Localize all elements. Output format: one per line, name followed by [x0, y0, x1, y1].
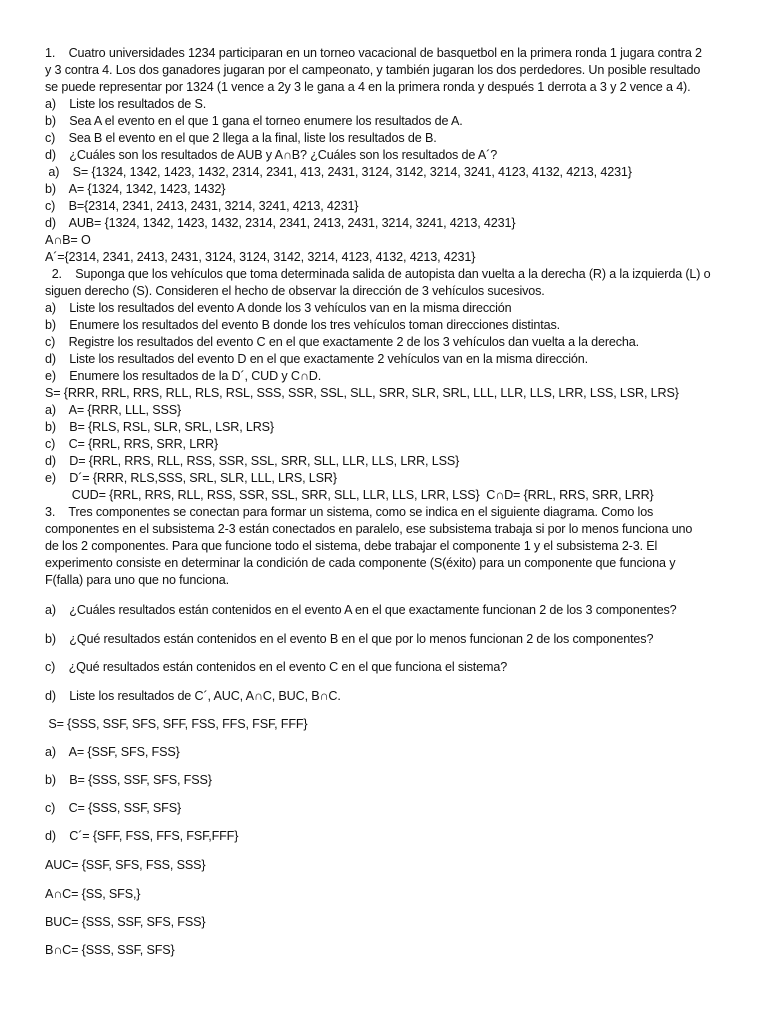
text-line: c) Sea B el evento en el que 2 llega a la final, liste los resultados de B. — [45, 131, 437, 145]
text-line: AUC= {SSF, SFS, FSS, SSS} — [45, 858, 206, 872]
text-line: d) C´= {SFF, FSS, FFS, FSF,FFF} — [45, 829, 239, 843]
text-line: a) Liste los resultados de S. — [45, 97, 207, 111]
text-line: A∩B= O — [45, 233, 91, 247]
text-line: a) A= {RRR, LLL, SSS} — [45, 403, 182, 417]
text-line: c) C= {RRL, RRS, SRR, LRR} — [45, 437, 219, 451]
text-line: 2. Suponga que los vehículos que toma determinada salida de autopista dan vuelta a la derecha (R) a la izquierda (L) o — [45, 267, 711, 281]
text-line: componentes en el subsistema 2-3 están conectados en paralelo, ese subsistema trabaja si por lo menos funciona uno — [45, 522, 693, 536]
text-line: b) B= {SSS, SSF, SFS, FSS} — [45, 773, 212, 787]
text-line: a) S= {1324, 1342, 1423, 1432, 2314, 2341, 413, 2431, 3124, 3142, 3214, 3241, 4123, 4132, 4213, 4231} — [45, 165, 632, 179]
text-line: 1. Cuatro universidades 1234 participaran en un torneo vacacional de basquetbol en la primera ronda 1 jugara contra 2 — [45, 46, 702, 60]
text-line: A∩C= {SS, SFS,} — [45, 887, 141, 901]
text-line: c) B={2314, 2341, 2413, 2431, 3214, 3241, 4213, 4231} — [45, 199, 359, 213]
text-line: CUD= {RRL, RRS, RLL, RSS, SSR, SSL, SRR, SLL, LLR, LLS, LRR, LSS} C∩D= {RRL, RRS, SRR, LRR} — [45, 488, 654, 502]
text-line: c) ¿Qué resultados están contenidos en el evento C en el que funciona el sistema? — [45, 660, 508, 674]
text-line: se puede representar por 1324 (1 vence a 2y 3 le gana a 4 en la primera ronda y después 1 derrota a 3 y 2 vence a 4). — [45, 80, 691, 94]
text-line: B∩C= {SSS, SSF, SFS} — [45, 943, 175, 957]
text-line: d) ¿Cuáles son los resultados de AUB y A∩B? ¿Cuáles son los resultados de A´? — [45, 148, 498, 162]
text-line: b) Sea A el evento en el que 1 gana el torneo enumere los resultados de A. — [45, 114, 463, 128]
text-line: d) Liste los resultados de C´, AUC, A∩C, BUC, B∩C. — [45, 689, 341, 703]
text-line: b) A= {1324, 1342, 1423, 1432} — [45, 182, 226, 196]
text-line: S= {RRR, RRL, RRS, RLL, RLS, RSL, SSS, SSR, SSL, SLL, SRR, SLR, SRL, LLL, LLR, LLS, LRR, LSS, LSR, LRS} — [45, 386, 679, 400]
text-line: d) AUB= {1324, 1342, 1423, 1432, 2314, 2341, 2413, 2431, 3214, 3241, 4213, 4231} — [45, 216, 516, 230]
text-line: e) D´= {RRR, RLS,SSS, SRL, SLR, LLL, LRS, LSR} — [45, 471, 337, 485]
text-line: b) Enumere los resultados del evento B donde los tres vehículos toman direcciones distintas. — [45, 318, 560, 332]
text-line: de los 2 componentes. Para que funcione todo el sistema, debe trabajar el componente 1 y el subsistema 2-3. El — [45, 539, 658, 553]
text-line: a) A= {SSF, SFS, FSS} — [45, 745, 180, 759]
text-line: y 3 contra 4. Los dos ganadores jugaran por el campeonato, y también jugaran los dos perdedores. Un posible resultado — [45, 63, 701, 77]
text-line: b) ¿Qué resultados están contenidos en el evento B en el que por lo menos funcionan 2 de los componentes? — [45, 632, 654, 646]
text-line: d) D= {RRL, RRS, RLL, RSS, SSR, SSL, SRR, SLL, LLR, LLS, LRR, LSS} — [45, 454, 460, 468]
text-line: a) ¿Cuáles resultados están contenidos en el evento A en el que exactamente funcionan 2 de los 3 componentes? — [45, 603, 677, 617]
text-line: 3. Tres componentes se conectan para formar un sistema, como se indica en el siguiente diagrama. Como los — [45, 505, 654, 519]
text-line: S= {SSS, SSF, SFS, SFF, FSS, FFS, FSF, FFF} — [45, 717, 308, 731]
text-line: c) Registre los resultados del evento C en el que exactamente 2 de los 3 vehículos dan vuelta a la derecha. — [45, 335, 639, 349]
text-line: e) Enumere los resultados de la D´, CUD y C∩D. — [45, 369, 322, 383]
text-line: A´={2314, 2341, 2413, 2431, 3124, 3124, 3142, 3214, 4123, 4132, 4213, 4231} — [45, 250, 476, 264]
text-line: F(falla) para uno que no funciona. — [45, 573, 229, 587]
text-line: b) B= {RLS, RSL, SLR, SRL, LSR, LRS} — [45, 420, 274, 434]
text-line: BUC= {SSS, SSF, SFS, FSS} — [45, 915, 206, 929]
text-line: a) Liste los resultados del evento A donde los 3 vehículos van en la misma dirección — [45, 301, 512, 315]
text-line: siguen derecho (S). Consideren el hecho de observar la dirección de 3 vehículos sucesivos. — [45, 284, 545, 298]
text-line: d) Liste los resultados del evento D en el que exactamente 2 vehículos van en la misma dirección. — [45, 352, 588, 366]
text-line: experimento consiste en determinar la condición de cada componente (S(éxito) para un componente que funciona y — [45, 556, 676, 570]
text-line: c) C= {SSS, SSF, SFS} — [45, 801, 182, 815]
